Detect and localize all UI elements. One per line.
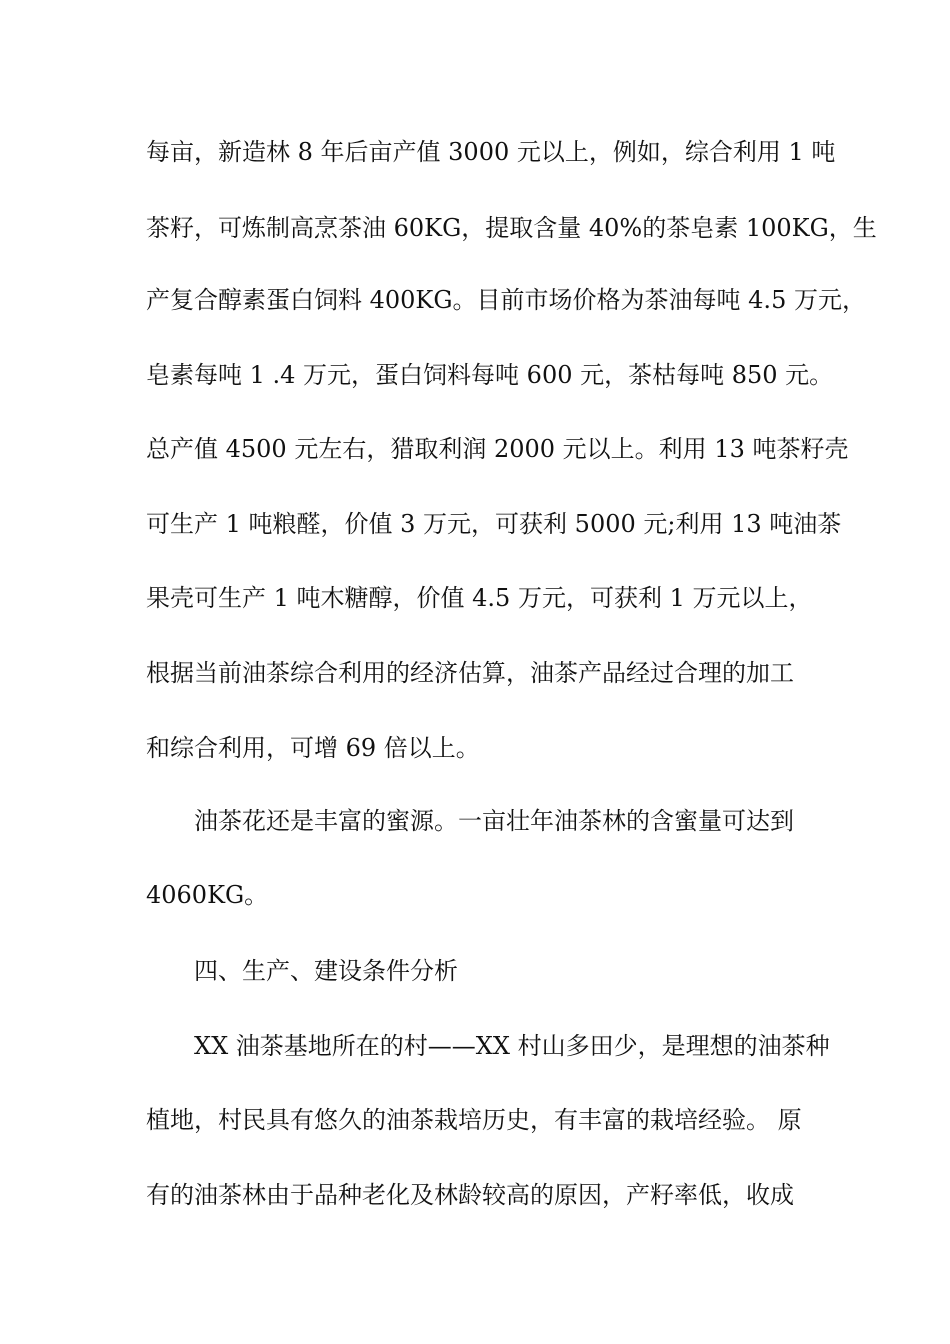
text-line: 有的油茶林由于品种老化及林龄较高的原因，产籽率低，收成 [146, 1181, 794, 1209]
text-line: 可生产 1 吨粮醛，价值 3 万元，可获利 5000 元;利用 13 吨油茶 [146, 510, 842, 538]
text-line: 产复合醇素蛋白饲料 400KG。目前市场价格为茶油每吨 4.5 万元， [146, 286, 866, 314]
text-line: 总产值 4500 元左右，猎取利润 2000 元以上。利用 13 吨茶籽壳 [146, 435, 849, 463]
text-line: 植地，村民具有悠久的油茶栽培历史，有丰富的栽培经验。 原 [146, 1106, 802, 1134]
text-line: 果壳可生产 1 吨木糖醇，价值 4.5 万元，可获利 1 万元以上， [146, 584, 813, 612]
text-line: 根据当前油茶综合利用的经济估算，油茶产品经过合理的加工 [146, 659, 794, 687]
section-heading: 四、生产、建设条件分析 [194, 957, 458, 985]
text-line: 和综合利用，可增 69 倍以上。 [146, 734, 480, 762]
text-line: 茶籽，可炼制高烹茶油 60KG，提取含量 40%的茶皂素 100KG，生 [146, 214, 877, 242]
paragraph-first-line: 油茶花还是丰富的蜜源。一亩壮年油茶林的含蜜量可达到 [194, 807, 794, 835]
paragraph-first-line: XX 油茶基地所在的村——XX 村山多田少，是理想的油茶种 [194, 1032, 830, 1060]
text-line: 4060KG。 [146, 881, 269, 909]
text-line: 每亩，新造林 8 年后亩产值 3000 元以上，例如，综合利用 1 吨 [146, 138, 836, 166]
text-line: 皂素每吨 1 .4 万元，蛋白饲料每吨 600 元，茶枯每吨 850 元。 [146, 361, 834, 389]
